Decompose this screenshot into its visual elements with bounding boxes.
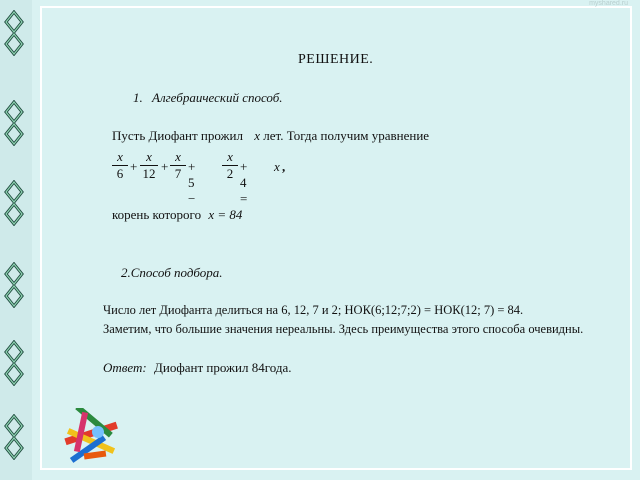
page-title: РЕШЕНИЕ.	[298, 52, 374, 67]
celtic-knot-icon	[4, 100, 24, 146]
pencils-logo	[58, 408, 124, 464]
method-2-heading: 2.Способ подбора.	[121, 265, 223, 280]
equation-comma: ,	[282, 159, 286, 174]
constant-four-equals: + 4 =	[240, 159, 248, 206]
intro-variable: x	[254, 128, 261, 143]
plus-operator: +	[130, 159, 138, 174]
root-value: x = 84	[208, 207, 243, 222]
intro-text-before: Пусть Диофант прожил	[112, 128, 243, 143]
celtic-knot-icon	[4, 180, 24, 226]
fraction-x-7: x 7	[170, 150, 186, 181]
celtic-knot-icon	[4, 340, 24, 386]
fraction-x-6: x 6	[112, 150, 128, 181]
constant-five: + 5 −	[188, 159, 196, 206]
plus-operator: +	[161, 159, 169, 174]
celtic-knot-icon	[4, 262, 24, 308]
decorative-border	[0, 0, 32, 480]
root-line	[112, 207, 242, 223]
celtic-knot-icon	[4, 10, 24, 56]
equation-rhs: x	[274, 159, 280, 174]
watermark: myshared.ru	[589, 0, 628, 7]
method-1-label: Алгебраический способ.	[152, 90, 283, 105]
root-text: корень которого	[112, 207, 202, 222]
content-frame	[40, 6, 632, 470]
answer-text: Диофант прожил 84года.	[154, 360, 292, 375]
answer-label: Ответ:	[103, 360, 147, 375]
selection-line-1: Число лет Диофанта делиться на 6, 12, 7 и 2; НОК(6;12;7;2) = НОК(12; 7) = 84.	[103, 303, 524, 317]
fraction-x-12: x 12	[140, 150, 158, 181]
method-1-heading	[133, 90, 283, 106]
celtic-knot-icon	[4, 414, 24, 460]
answer-line	[103, 360, 291, 376]
intro-line	[112, 128, 429, 144]
intro-text-after: лет. Тогда получим уравнение	[263, 128, 430, 143]
selection-line-2: Заметим, что большие значения нереальны. Здесь преимущества этого способа очевидны.	[103, 322, 584, 336]
fraction-x-2: x 2	[222, 150, 238, 181]
method-1-number: 1.	[133, 90, 143, 105]
